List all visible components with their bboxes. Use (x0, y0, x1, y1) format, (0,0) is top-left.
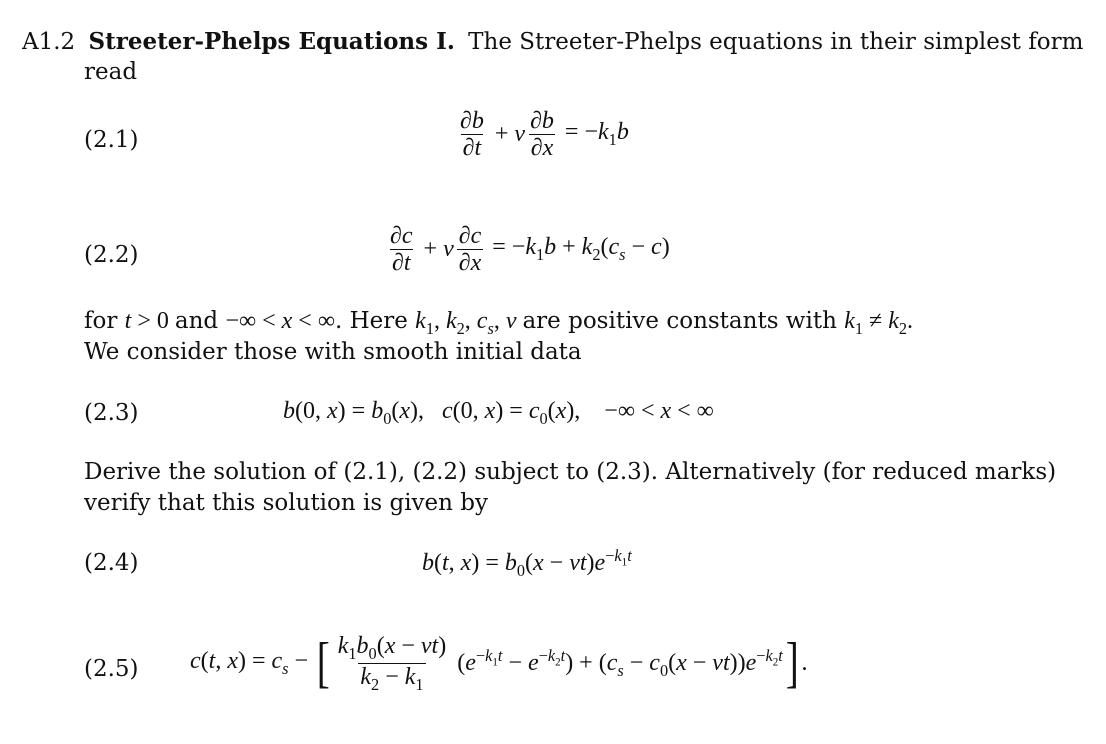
paragraph-2-line-2: verify that this solution is given by (84, 490, 489, 516)
equation-2-5: c(t, $x) = c_s$ − [ $\frac{k_1b_0(x - vt)}{k_2 - k_1}$ $(e^{-k_1t} - e^{-k_2t}) + (c_s - c_0(x - vt))e^{-k_2t}$ ] . (190, 632, 808, 695)
p1-text-for: for (84, 308, 118, 334)
equation-label-2-4: (2.4) (84, 550, 139, 576)
equation-label-2-2: (2.2) (84, 242, 139, 268)
p1-math-range: −∞ < x < ∞ (225, 308, 335, 334)
equation-2-1: $\frac{\partial b}{\partial t}$ + v $\frac{\partial b}{\partial x}$ = $-k_1b$ (460, 108, 629, 162)
equation-2-4: b(t, $x) = b_0(x - vt)e^{-k_1t}$ (422, 546, 632, 580)
paragraph-1-line-2: We consider those with smooth initial data (84, 339, 582, 365)
equation-label-2-3: (2.3) (84, 400, 139, 426)
p1-math-neq: $k_1 \ne k_2$. (844, 308, 914, 338)
problem-lead-continued: read (84, 59, 138, 85)
equation-2-3: b(0, $x) = b_0(x)$, c(0, $x) = c_0(x)$, −∞ < x < ∞ (283, 398, 714, 428)
equation-label-2-5: (2.5) (84, 656, 139, 682)
equation-2-2: $\frac{\partial c}{\partial t}$ + v $\frac{\partial c}{\partial x}$ = $-k_1b + k_2(c_s - c)$ (390, 223, 670, 277)
problem-number: A1.2 (22, 29, 76, 55)
p1-text-and: and (174, 308, 219, 334)
equation-label-2-1: (2.1) (84, 127, 139, 153)
problem-lead: The Streeter-Phelps equations in their simplest form (468, 29, 1084, 55)
problem-title: Streeter-Phelps Equations I. (88, 28, 455, 55)
problem-heading (22, 28, 1083, 55)
p1-math-t: t > 0 (124, 308, 175, 334)
p1-math-constants: $k_1$, $k_2$, $c_s$, v (415, 308, 517, 338)
p1-text-here: . Here (334, 308, 408, 334)
p1-text-positive: are positive constants with (522, 308, 837, 334)
paragraph-1-line-1 (84, 308, 913, 339)
paragraph-2-line-1: Derive the solution of (2.1), (2.2) subject to (2.3). Alternatively (for reduced marks) (84, 459, 1057, 485)
